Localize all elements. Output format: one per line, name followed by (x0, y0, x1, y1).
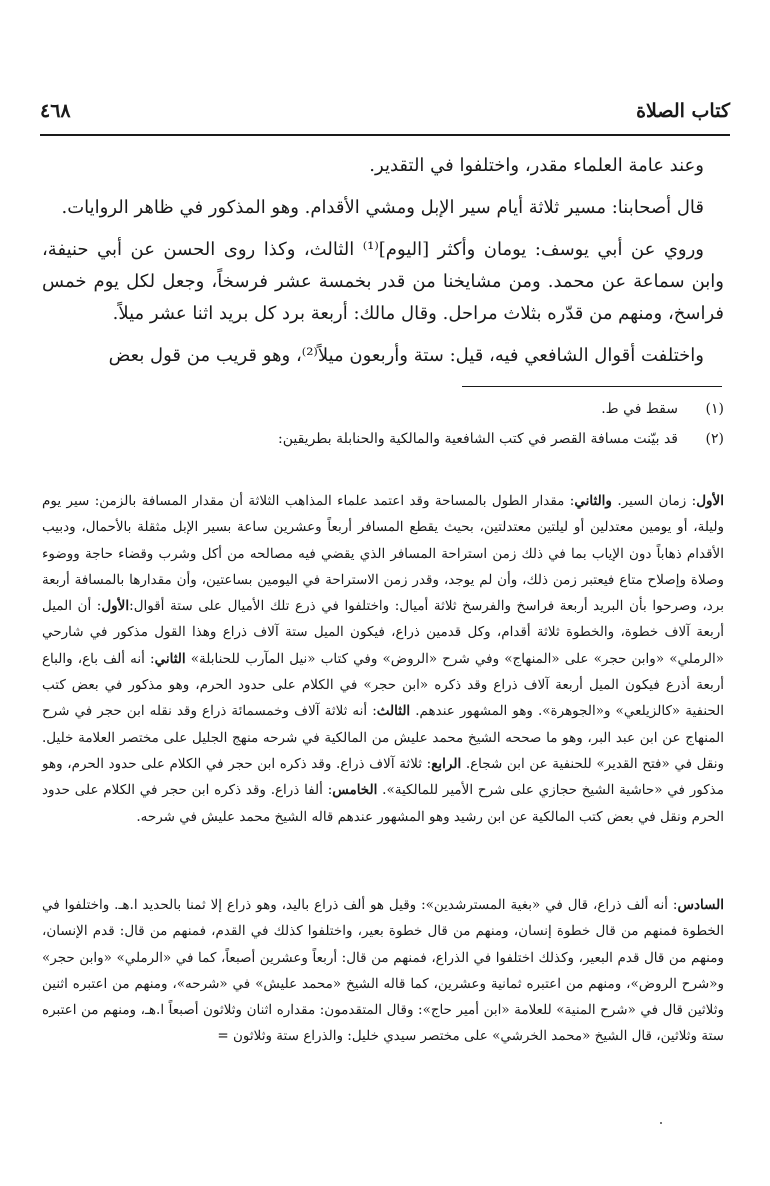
main-paragraph-4-start: واختلفت أقوال الشافعي فيه، قيل: ستة وأربعون ميلاً (317, 345, 704, 366)
main-paragraph-3-start: وروي عن أبي يوسف: يومان وأكثر [اليوم] (378, 239, 704, 260)
label-opinion-second: الثاني (154, 650, 186, 667)
footnote-2 (42, 424, 724, 454)
text-time-of-travel: : زمان السير. (611, 493, 697, 509)
label-opinion-first: الأول (101, 598, 130, 615)
text-opinion-fifth: : ألفا ذراع. وقد ذكره ابن حجر في الكلام على حدود الحرم ونقل في بعض كتب المالكية عن ابن رشيد وهو المشهور عندهم قاله الشيخ محمد عليش في شرحه. (42, 782, 724, 825)
footnote-2-body-second (42, 892, 724, 1050)
main-paragraph-3 (42, 234, 724, 330)
footnote-separator (462, 386, 722, 387)
main-paragraph-4-rest: ، وهو قريب من قول بعض (108, 345, 302, 366)
footnote-ref-1: ⁽¹⁾ (362, 239, 379, 260)
main-paragraph-1: وعند عامة العلماء مقدر، واختلفوا في التقدير. (369, 155, 704, 176)
running-title: كتاب الصلاة (636, 100, 730, 122)
main-text (42, 150, 724, 382)
main-paragraph-3-rest: الثالث، وكذا روى الحسن عن أبي حنيفة، وابن سماعة عن محمد. ومن مشايخنا من قدر بخمسة عشر فرسخاً، وجعل لكل يوم خمس فراسخ، ومنهم من قدّره بثلاث مراحل. وقال مالك: أربعة برد كل بريد اثنا عشر ميلاً. (42, 239, 724, 324)
label-first: الأول (696, 493, 725, 509)
footnote-2-text: قد بيّنت مسافة القصر في كتب الشافعية والمالكية والحنابلة بطريقين: (278, 431, 678, 447)
main-paragraph-4 (42, 340, 724, 372)
footnote-1 (42, 394, 724, 424)
text-opinion-first: : أن الميل أربعة آلاف خطوة، والخطوة ثلاثة أقدام، وكل قدمين ذراع، فيكون الميل ستة آلاف ذراع وهذا القول مذكور في شارحي «الرملي» «وابن حجر» على «المنهاج» وفي شرح «الروض» وفي كتاب «نيل المآرب للحنابلة» (42, 598, 724, 667)
header-rule (40, 134, 730, 136)
label-opinion-fifth: الخامس (332, 782, 378, 799)
main-paragraph-2: قال أصحابنا: مسير ثلاثة أيام سير الإبل ومشي الأقدام. وهو المذكور في ظاهر الروايات. (61, 197, 704, 218)
footnote-1-text: سقط في ط. (601, 401, 678, 417)
text-opinion-third: : أنه ثلاثة آلاف وخمسمائة ذراع وقد نقله ابن حجر في شرح المنهاج عن ابن عبد البر، وهو ما صححه الشيخ محمد عليش من المالكية في شرحه منهج الجليل على مختصر العلامة خليل. ونقل في «فتح القدير» للحنفية عن ابن شجاع. (42, 703, 724, 772)
label-opinion-sixth: السادس (677, 897, 724, 913)
footnotes (42, 394, 724, 454)
footnote-1-mark: (١) (705, 401, 724, 417)
text-opinion-sixth: : أنه ألف ذراع، قال في «بغية المسترشدين»: وقيل هو ألف ذراع باليد، وهو ذراع إلا ثمنا بالحديد ا.هـ. واختلفوا في الخطوة فمنهم من قال خطوة إنسان، ومنهم من قال خطوة بعير، واختلفوا كذلك في القدم، فمنهم من قال: قدم الإنسان، ومنهم من قال قدم البعير، وكذلك اختلفوا في الذراع، فمنهم من قال: أربعاً وعشرين أصبعاً، كما في «الرملي» «وابن حجر» و«شرح الروض»، ومنهم من اعتبره ثمانية وعشرين، كما قاله الشيخ «محمد عليش» في «شرحه»، ومنهم من اعتبره اثنين وثلاثين قال في «شرح المنية» للعلامة «ابن أمير حاج»: وقال المتقدمون: مقداره اثنان وثلاثون أصبعاً ا.هـ، ومنهم من اعتبره ستة وثلاثين، قال الشيخ «محمد الخرشي» على مختصر سيدي خليل: والذراع ستة وثلاثون = (42, 897, 724, 1045)
text-distance-explanation: : مقدار الطول بالمساحة وقد اعتمد علماء المذاهب الثلاثة أن مقدار المسافة بالزمن: سير يوم وليلة، أو يومين معتدلين أو ليلتين معتدلتين، بحيث يقطع المسافر أربعاً وعشرين ساعة بسير الإبل مثقلة بالأحمال، ودبيب الأقدام ذهاباً دون الإياب بما في ذلك زمن استراحة المسافر الذي يقضي فيه مصالحه من أكل وشرب وقضاء حاجة ووضوء وصلاة وإصلاح متاع فيعتبر زمن ذلك، وأن لم يوجد، وقدر زمن الاستراحة في اليومين بساعتين، وأن مقدارها بالمسافة أربعة برد، وصرحوا بأن البريد أربعة فراسخ والفرسخ ثلاثة أميال: واختلفوا في ذرع تلك الأميال على ستة أقوال: (42, 493, 725, 615)
text-opinion-fourth: : ثلاثة آلاف ذراع. وقد ذكره ابن حجر في الكلام على حدود الحرم، وهو مذكور في «حاشية الشيخ حجازي على شرح الأمير للمالكية». (42, 755, 725, 799)
stray-mark (660, 1122, 662, 1124)
footnote-ref-2: ⁽²⁾ (301, 345, 318, 366)
footnote-2-mark: (٢) (705, 431, 724, 447)
label-opinion-fourth: الرابع (431, 755, 462, 772)
page-number: ٤٦٨ (40, 100, 71, 122)
page-header (40, 100, 730, 134)
text-opinion-second: : أنه ألف باع، والباع أربعة أذرع فيكون الميل أربعة آلاف ذراع وقد ذكره «ابن حجر» في الكلام على حدود الحرم، وهو مذكور في بعض كتب الحنفية «كالزيلعي» و«الجوهرة». وهو المشهور عندهم. (42, 650, 724, 720)
footnote-2-body-first (42, 488, 724, 830)
label-second: والثاني (574, 493, 612, 509)
label-opinion-third: الثالث (376, 703, 411, 720)
